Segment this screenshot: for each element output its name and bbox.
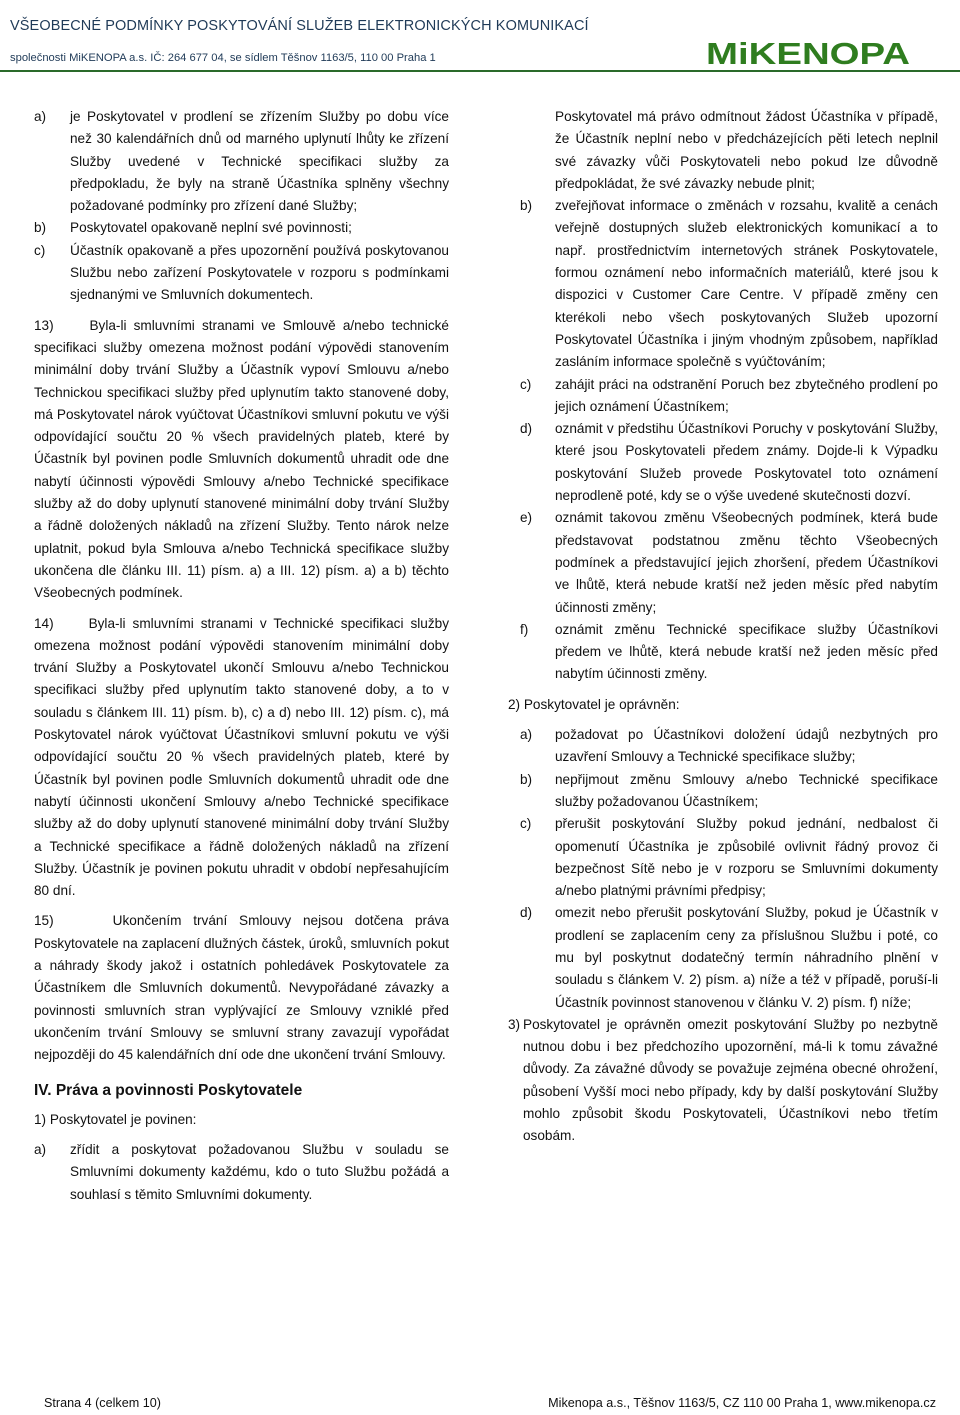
left-column [34,106,449,1206]
list-marker: c) [520,816,532,832]
page-number: Strana 4 (celkem 10) [44,1396,161,1410]
list-marker: d) [520,421,533,437]
list-text: zahájit práci na odstranění Poruch bez zbytečného prodlení po jejich oznámení Účastníkem; [555,376,938,414]
list-text: Poskytovatel opakovaně neplní své povinnosti; [70,220,352,236]
list-text: oznámit takovou změnu Všeobecných podmínek, která bude představovat podstatnou změnu těchto Všeobecných podmínek a představující jejich zhoršení, předem Účastníkovi ve lhůtě, která nebude kratší než jeden měsíc před nabytím účinnosti změny; [555,510,938,615]
list-text: přerušit poskytování Služby pokud jednání, nedbalost či opomenutí Účastníka je způsobilé ovlivnit řádný provoz či bezpečnost Sítě nebo je v rozporu se Smluvními dokumenty a/nebo platnými právními předpisy; [555,816,938,899]
list-text: oznámit v předstihu Účastníkovi Poruchy v poskytování Služby, které jsou Poskytovateli předem známy. Dojde-li k Výpadku poskytování Služeb provede Poskytovatel toto oznámení neprodleně poté, kdy se o výše uvedené skutečnosti dozví. [555,421,938,504]
paragraph-text [34,315,449,605]
list-marker: a) [34,109,47,124]
list-marker: b) [520,771,533,787]
list-item [520,195,938,373]
list-marker: a) [34,1142,47,1158]
list-marker: f) [520,621,529,637]
list-item [520,769,938,814]
paragraph-number: 14) [34,615,54,631]
list-marker: c) [34,242,46,258]
paragraph-body: Byla-li smluvními stranami v Technické specifikaci služby omezena možnost podání výpovědi stanovením minimální doby trvání Služby a Poskytovatel ukončí Smlouvu a/nebo Technickou specifikaci služby před uplynutím takto stanovené doby, a to v souladu s článkem III. 11) písm. b), c) a d) nebo III. 12) písm. c), má Poskytovatel nárok vyúčtovat Účastníkovi smluvní pokutu ve výši odpovídající součtu 20 % všech pravidelných plateb, které by Účastník byl povinen podle Smluvních dokumentů uhradit ode dne nabytí účinnosti ukončení Smlouvy a/nebo Technické specifikace služby až do doby uplynutí stanovené minimální doby trvání Služby a Technické specifikace a řádně doložených nákladů na zřízení Služby. Účastník je povinen pokutu uhradit v období nepřesahujícím 80 dní. [34,615,449,899]
header-divider [0,70,960,72]
list-item [520,418,938,507]
paragraph-number: 15) [34,913,54,929]
paragraph-body: Byla-li smluvními stranami ve Smlouvě a/nebo technické specifikaci služby omezena možnost podání výpovědi stanovením minimální doby trvání Služby a Účastník vypoví Smlouvu a/nebo Technickou specifikaci služby před uplynutím takto stanovené doby, má Poskytovatel nárok vyúčtovat Účastníkovi smluvní pokutu ve výši odpovídající součtu 20 % všech pravidelných plateb, které by Účastník byl povinen podle Smluvních dokumentů uhradit ode dne nabytí účinnosti výpovědi Smlouvy a/nebo Technické specifikace služby až do doby uplynutí stanovené minimální doby trvání Služby a řádně doložených nákladů na zřízení Služby. Tento nárok nelze uplatnit, pokud byla Smlouva a/nebo Technická specifikace služby ukončena dle článku III. 11) písm. a) a III. 12) písm. a) a b) těchto Všeobecných podmínek. [34,317,449,601]
list-item [520,902,938,1013]
paragraph-text [523,1014,938,1148]
numbered-paragraph-15 [34,910,449,1066]
list-text: Poskytovatel má právo odmítnout žádost Účastníka v případě, že Účastník neplní nebo v předcházejících pěti letech neplnil své závazky vůči Poskytovateli nebo pokud lze důvodně předpokládat, že své závazky nebude plnit; [555,109,938,191]
list-marker: e) [520,510,533,526]
list-item [34,217,449,239]
list-text: Účastník opakovaně a přes upozornění používá poskytovanou Službu nebo zařízení Poskytovatele v rozporu s podmínkami sjednanými ve Smluvních dokumentech. [70,242,449,303]
right-column [508,106,938,1148]
list-item [34,106,449,217]
list-item [520,619,938,686]
list-item [520,813,938,902]
subsection-title: 2) Poskytovatel je oprávněn: [508,696,680,712]
list-text: zřídit a poskytovat požadovanou Službu v souladu se Smluvními dokumenty každému, kdo o tuto Službu požádá a souhlasí s těmito Smluvními dokumenty. [70,1142,449,1202]
footer-address: Mikenopa a.s., Těšnov 1163/5, CZ 110 00 Praha 1, www.mikenopa.cz [548,1396,936,1410]
list-text: omezit nebo přerušit poskytování Služby, pokud je Účastník v prodlení se zaplacením ceny za příslušnou Službu i poté, co mu byl poskytnut dodatečný termín náhradního plnění v souladu s článkem V. 2) písm. a) níže a též v případě, poruší-li Účastník povinnost stanovenou v článku V. 2) písm. f) níže; [555,905,938,1010]
left-list-a [34,106,449,307]
list-item [34,1139,449,1206]
numbered-paragraph-13 [34,315,449,605]
list-text: oznámit změnu Technické specifikace služby Účastníkovi předem ve lhůtě, která nebude kratší než jeden měsíc před nabytím účinnosti změny. [555,621,938,682]
list-item [520,724,938,769]
document-title: VŠEOBECNÉ PODMÍNKY POSKYTOVÁNÍ SLUŽEB ELEKTRONICKÝCH KOMUNIKACÍ [10,18,589,34]
list-marker: a) [520,727,533,743]
paragraph-text [34,910,449,1066]
list-marker: c) [520,376,532,392]
svg-text:MiKENOPA: MiKENOPA [706,38,910,68]
paragraph-body: Ukončením trvání Smlouvy nejsou dotčena práva Poskytovatele na zaplacení dlužných částek, úroků, smluvních pokut a náhrady škody jakož i ostatních pohledávek Poskytovatele za Účastníkem dle Smluvních dokumentů. Nevypořádané závazky a povinnosti smluvních stran vyplývající ze Smlouvy vzniklé před ukončením trvání Smlouvy se smluvní strany zavazují vypořádat nejpozději do 45 kalendářních dní ode dne ukončení trvání Smlouvy. [34,913,449,1063]
list-text: nepřijmout změnu Smlouvy a/nebo Technické specifikace služby požadovanou Účastníkem; [555,771,938,809]
list-text: požadovat po Účastníkovi doložení údajů nezbytných pro uzavření Smlouvy a Technické specifikace služby; [555,727,938,765]
paragraph-text [34,613,449,903]
list-item [34,240,449,307]
mikenopa-logo [706,38,910,68]
list-text: je Poskytovatel v prodlení se zřízením Služby po dobu více než 30 kalendářních dnů od marného uplynutí lhůty ke zřízení Služby uvedené v Technické specifikaci služby za předpokladu, že byly na straně Účastníka splněny všechny požadované podmínky pro zřízení dané Služby; [70,109,449,214]
section-heading: IV. Práva a povinnosti Poskytovatele [34,1082,303,1100]
numbered-paragraph-14 [34,613,449,903]
paragraph-number: 13) [34,317,54,333]
list-marker: b) [34,220,47,236]
page-header [0,0,960,70]
numbered-paragraph-3 [508,1014,938,1148]
subsection-title: 1) Poskytovatel je povinen: [34,1111,197,1127]
continued-text [520,106,938,195]
list-marker: b) [520,198,533,214]
list-item [520,374,938,419]
list-text: zveřejňovat informace o změnách v rozsahu, kvalitě a cenách veřejně dostupných služeb elektronických komunikací a to např. prostřednictvím internetových stránek Poskytovatele, formou oznámení nebo informačních materiálů, které jsou k dispozici v Customer Care Centre. V případě změny cen kterékoli nebo všech poskytovaných Služeb upozorní Poskytovatel Účastníka i jiným vhodným způsobem, například zasláním informace společně s vyúčtováním; [555,198,938,370]
paragraph-number: 3) [508,1016,521,1032]
list-marker: d) [520,905,533,921]
list-item [520,507,938,618]
paragraph-body: Poskytovatel je oprávněn omezit poskytování Služby po nezbytně nutnou dobu i bez předchozího upozornění, má-li k tomu závažné důvody. Za závažné důvody se považuje zejména obecné ohrožení, působení Vyšší moci nebo případy, kdy by další poskytování Služby mohlo způsobit škodu Poskytovateli, Účastníkovi nebo třetím osobám. [523,1016,938,1144]
company-info: společnosti MiKENOPA a.s. IČ: 264 677 04, se sídlem Těšnov 1163/5, 110 00 Praha 1 [10,52,436,64]
